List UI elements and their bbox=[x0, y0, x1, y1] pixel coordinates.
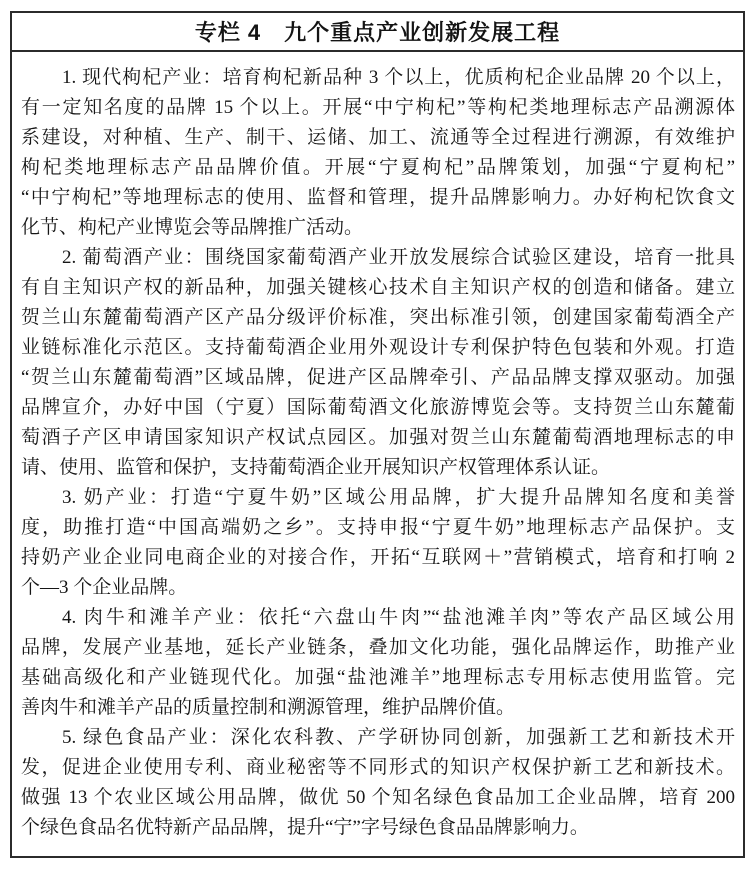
column-box bbox=[10, 11, 745, 858]
text-line: 5. 绿色食品产业：深化农科教、产学研协同创新，加强新工艺和新技术开 bbox=[62, 727, 735, 748]
text-line: 萄酒子产区申请国家知识产权试点园区。加强对贺兰山东麓葡萄酒地理标志的申 bbox=[21, 427, 735, 448]
text-line: 持奶产业企业同电商企业的对接合作，开拓“互联网＋”营销模式，培育和打响 2 bbox=[21, 547, 735, 568]
text-line: 2. 葡萄酒产业：围绕国家葡萄酒产业开放发展综合试验区建设，培育一批具 bbox=[62, 247, 735, 268]
text-line: 个绿色食品名优特新产品品牌，提升“宁”字号绿色食品品牌影响力。 bbox=[21, 817, 589, 838]
text-line: 做强 13 个农业区域公用品牌，做优 50 个知名绿色食品加工企业品牌，培育 200 bbox=[21, 787, 735, 808]
text-line: 发，促进企业使用专利、商业秘密等不同形式的知识产权保护新工艺和新技术。 bbox=[21, 757, 735, 778]
text-line: 4. 肉牛和滩羊产业：依托“六盘山牛肉”“盐池滩羊肉”等农产品区域公用 bbox=[62, 607, 735, 628]
text-line: 个—3 个企业品牌。 bbox=[21, 577, 188, 598]
text-line: 1. 现代枸杞产业：培育枸杞新品种 3 个以上，优质枸杞企业品牌 20 个以上， bbox=[62, 67, 735, 88]
text-line: 品牌宣介，办好中国（宁夏）国际葡萄酒文化旅游博览会等。支持贺兰山东麓葡 bbox=[21, 397, 735, 418]
box-header bbox=[12, 13, 743, 52]
text-line: 有自主知识产权的新品种，加强关键核心技术自主知识产权的创造和储备。建立 bbox=[21, 277, 735, 298]
text-line: 度，助推打造“中国高端奶之乡”。支持申报“宁夏牛奶”地理标志产品保护。支 bbox=[21, 517, 735, 538]
text-line: 品牌，发展产业基地，延长产业链条，叠加文化功能，强化品牌运作，助推产业 bbox=[21, 637, 735, 658]
text-line: 3. 奶产业：打造“宁夏牛奶”区域公用品牌，扩大提升品牌知名度和美誉 bbox=[62, 487, 735, 508]
text-line: 贺兰山东麓葡萄酒产区产品分级评价标准，突出标准引领，创建国家葡萄酒全产 bbox=[21, 307, 735, 328]
text-line: 基础高级化和产业链现代化。加强“盐池滩羊”地理标志专用标志使用监管。完 bbox=[21, 667, 735, 688]
text-line: 枸杞类地理标志产品品牌价值。开展“宁夏枸杞”品牌策划，加强“宁夏枸杞” bbox=[21, 157, 735, 178]
text-line: 请、使用、监管和保护，支持葡萄酒企业开展知识产权管理体系认证。 bbox=[21, 457, 611, 478]
text-line: “贺兰山东麓葡萄酒”区域品牌，促进产区品牌牵引、产品品牌支撑双驱动。加强 bbox=[21, 367, 735, 388]
text-line: 有一定知名度的品牌 15 个以上。开展“中宁枸杞”等枸杞类地理标志产品溯源体 bbox=[21, 97, 735, 118]
text-line: 系建设，对种植、生产、制干、运储、加工、流通等全过程进行溯源，有效维护 bbox=[21, 127, 735, 148]
text-line: “中宁枸杞”等地理标志的使用、监督和管理，提升品牌影响力。办好枸杞饮食文 bbox=[21, 187, 735, 208]
text-line: 善肉牛和滩羊产品的质量控制和溯源管理，维护品牌价值。 bbox=[21, 697, 516, 718]
text-line: 化节、枸杞产业博览会等品牌推广活动。 bbox=[21, 217, 364, 238]
box-title: 专栏 4 九个重点产业创新发展工程 bbox=[194, 20, 561, 45]
text-line: 业链标准化示范区。支持葡萄酒企业用外观设计专利保护特色包装和外观。打造 bbox=[21, 337, 735, 358]
box-body bbox=[12, 52, 743, 843]
